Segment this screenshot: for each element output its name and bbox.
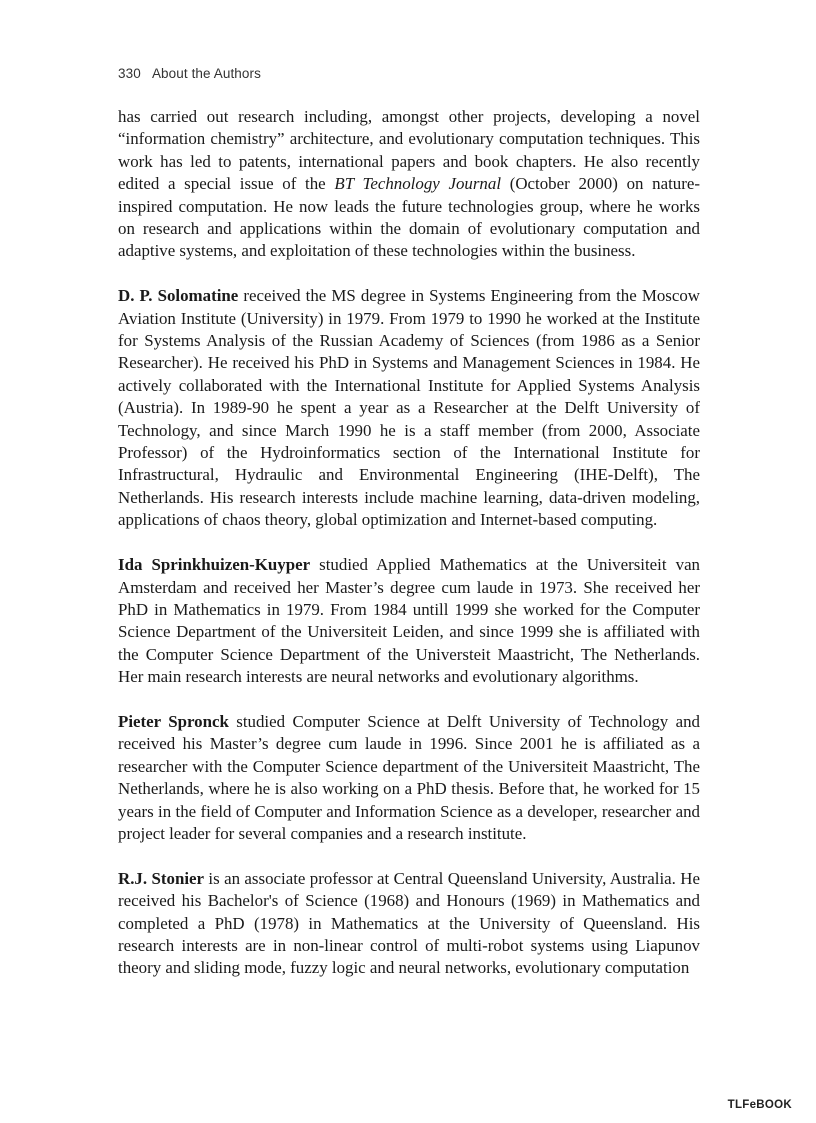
author-bio-sprinkhuizen-kuyper [118, 554, 700, 688]
author-bio-spronck [118, 711, 700, 845]
journal-title: BT Technology Journal [334, 174, 502, 194]
author-bio-text: studied Computer Science at Delft University of Technology and received his Master’s degree cum laude in 1996. Since 2001 he is affiliated as a researcher with the Computer Science department of the Universiteit Maastricht, The Netherlands, where he is also working on a PhD thesis. Before that, he worked for 15 years in the field of Computer and Information Science as a developer, researcher and project leader for several companies and a research institute. [118, 711, 700, 843]
author-name: R.J. Stonier [118, 868, 205, 888]
author-name: Pieter Spronck [118, 711, 229, 731]
author-bio-solomatine [118, 285, 700, 531]
watermark: TLFeBOOK [727, 1099, 792, 1111]
running-head [118, 66, 261, 81]
paragraph-text-after: (October 2000) on nature-inspired computation. He now leads the future technologies group, where he works on research and applications within the domain of evolutionary computation and adaptive systems, and exploitation of these technologies within the business. [118, 174, 700, 261]
paragraph-continuation [118, 106, 700, 263]
paragraph-text-before: has carried out research including, amongst other projects, developing a novel “information chemistry” architecture, and evolutionary computation techniques. This work has led to patents, international papers and book chapters. He also recently edited a special issue of the [118, 107, 700, 194]
author-name: D. P. Solomatine [118, 286, 239, 306]
page-body [118, 106, 700, 1002]
author-name: Ida Sprinkhuizen-Kuyper [118, 555, 311, 575]
author-bio-text: is an associate professor at Central Queensland University, Australia. He received his Bachelor's of Science (1968) and Honours (1969) in Mathematics and completed a PhD (1978) in Mathematics at the University of Queensland. His research interests are in non-linear control of multi-robot systems using Liapunov theory and sliding mode, fuzzy logic and neural networks, evolutionary computation [118, 868, 700, 978]
author-bio-stonier [118, 868, 700, 980]
author-bio-text: studied Applied Mathematics at the Universiteit van Amsterdam and received her Master’s degree cum laude in 1973. She received her PhD in Mathematics in 1979. From 1984 untill 1999 she worked for the Computer Science Department of the Universiteit Leiden, and since 1999 she is affiliated with the Computer Science Department of the Universteit Maastricht, The Netherlands. Her main research interests are neural networks and evolutionary algorithms. [118, 555, 701, 687]
page-number: 330 [118, 66, 141, 81]
author-bio-text: received the MS degree in Systems Engineering from the Moscow Aviation Institute (University) in 1979. From 1979 to 1990 he worked at the Institute for Systems Analysis of the Russian Academy of Sciences (from 1986 as a Senior Researcher). He received his PhD in Systems and Management Sciences in 1984. He actively collaborated with the International Institute for Applied Systems Analysis (Austria). In 1989-90 he spent a year as a Researcher at the Delft University of Technology, and since March 1990 he is a staff member (from 2000, Associate Professor) of the Hydroinformatics section of the International Institute for Infrastructural, Hydraulic and Environmental Engineering (IHE-Delft), The Netherlands. His research interests include machine learning, data-driven modeling, applications of chaos theory, global optimization and Internet-based computing. [118, 286, 700, 530]
section-title: About the Authors [151, 66, 261, 81]
